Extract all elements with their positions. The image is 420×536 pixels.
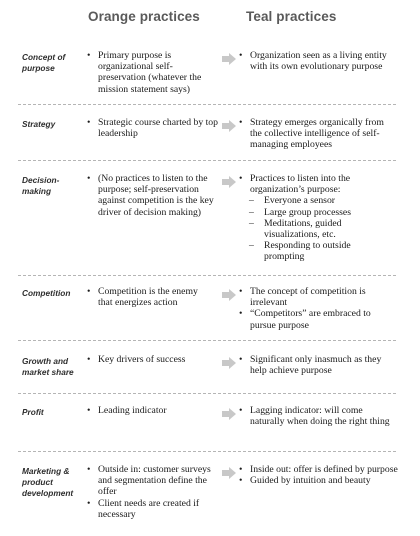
orange-bullet: • Competition is the enemy that energizes action bbox=[86, 286, 214, 308]
teal-bullet: • Significant only inasmuch as they help achieve purpose bbox=[238, 354, 388, 376]
teal-bullet: • Organization seen as a living entity with its own evolutionary purpose bbox=[238, 50, 398, 72]
teal-subitem: – Large group processes bbox=[249, 206, 351, 218]
row-concept-of-purpose bbox=[18, 50, 398, 104]
teal-bullet: • Practices to listen into the organization’s purpose: bbox=[238, 173, 398, 195]
row-competition bbox=[18, 286, 398, 340]
right-arrow-icon bbox=[222, 176, 236, 188]
teal-cell bbox=[238, 286, 388, 331]
orange-practices-heading: Orange practices bbox=[88, 9, 200, 24]
right-arrow-icon bbox=[222, 120, 236, 132]
row-divider bbox=[18, 451, 396, 452]
orange-bullet: • Key drivers of success bbox=[86, 354, 218, 365]
orange-bullet: • Client needs are created if necessary bbox=[86, 498, 214, 520]
row-strategy bbox=[18, 117, 398, 155]
teal-cell bbox=[238, 117, 398, 151]
teal-cell bbox=[238, 173, 398, 263]
orange-bullet: • Primary purpose is organizational self-preservation (whatever the mission statement says) bbox=[86, 50, 218, 95]
teal-bullet: • Guided by intuition and beauty bbox=[238, 475, 398, 486]
row-marketing-product-development bbox=[18, 464, 398, 530]
row-divider bbox=[18, 393, 396, 394]
teal-bullet: • The concept of competition is irrelevant bbox=[238, 286, 388, 308]
orange-cell bbox=[86, 354, 218, 365]
teal-practices-heading: Teal practices bbox=[246, 9, 337, 24]
orange-cell bbox=[86, 405, 218, 416]
right-arrow-icon bbox=[222, 357, 236, 369]
right-arrow-icon bbox=[222, 467, 236, 479]
orange-cell bbox=[86, 117, 218, 139]
orange-cell bbox=[86, 50, 218, 95]
teal-bullet: • Lagging indicator: will come naturally when doing the right thing bbox=[238, 405, 398, 427]
right-arrow-icon bbox=[222, 289, 236, 301]
row-divider bbox=[18, 340, 396, 341]
row-divider bbox=[18, 160, 396, 161]
right-arrow-icon bbox=[222, 53, 236, 65]
row-label: Profit bbox=[22, 407, 44, 417]
orange-cell bbox=[86, 286, 214, 308]
orange-bullet: • Outside in: customer surveys and segmentation define the offer bbox=[86, 464, 214, 498]
row-profit bbox=[18, 405, 398, 447]
teal-subitem: – Everyone a sensor bbox=[249, 195, 336, 207]
orange-cell bbox=[86, 464, 214, 520]
row-decision-making bbox=[18, 173, 398, 273]
right-arrow-icon bbox=[222, 408, 236, 420]
row-label: Strategy bbox=[22, 119, 56, 129]
row-growth-and-market-share bbox=[18, 354, 398, 390]
teal-cell bbox=[238, 464, 398, 486]
row-label: Marketing & product development bbox=[22, 466, 74, 498]
row-label: Growth and market share bbox=[22, 356, 74, 377]
orange-bullet: • Strategic course charted by top leadership bbox=[86, 117, 218, 139]
orange-cell bbox=[86, 173, 214, 218]
teal-bullet: • Inside out: offer is defined by purpose bbox=[238, 464, 398, 475]
orange-bullet: • (No practices to listen to the purpose; self-preservation against competition is the key driver of decision making) bbox=[86, 173, 214, 218]
teal-cell bbox=[238, 50, 398, 72]
teal-bullet: • “Competitors” are embraced to pursue purpose bbox=[238, 308, 388, 330]
teal-subitem: – Meditations, guided visualizations, etc. bbox=[249, 217, 342, 241]
teal-cell bbox=[238, 405, 398, 427]
row-divider bbox=[18, 275, 396, 276]
row-label: Competition bbox=[22, 288, 71, 298]
row-label: Decision-making bbox=[22, 175, 60, 196]
teal-cell bbox=[238, 354, 388, 376]
row-divider bbox=[18, 104, 396, 105]
orange-bullet: • Leading indicator bbox=[86, 405, 218, 416]
teal-subitem: – Responding to outside prompting bbox=[249, 240, 351, 263]
teal-bullet: • Strategy emerges organically from the collective intelligence of self-managing employees bbox=[238, 117, 398, 151]
row-label: Concept of purpose bbox=[22, 52, 66, 73]
